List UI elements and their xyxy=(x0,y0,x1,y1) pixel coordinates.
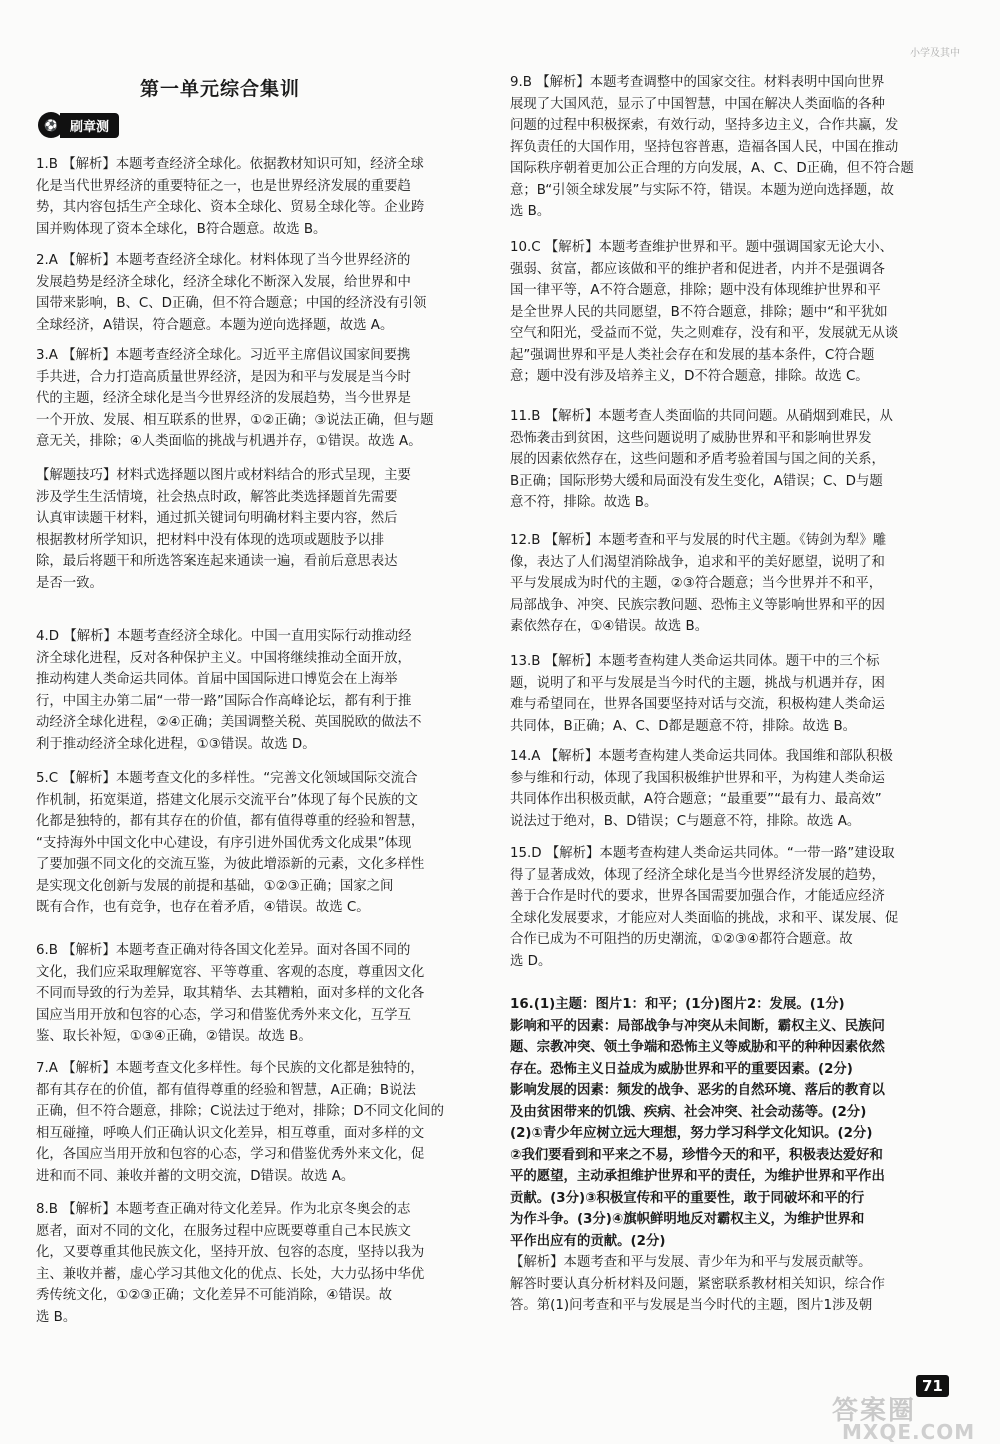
answer-line: 选 B。 xyxy=(36,1309,77,1325)
answer-block xyxy=(510,746,893,832)
watermark-url: MXQE.COM xyxy=(842,1420,976,1444)
answer-line: 答。第(1)问考查和平与发展是当今时代的主题，图片1涉及朝 xyxy=(510,1298,873,1313)
answer-line: 像，表达了人们渴望消除战争，追求和平的美好愿望，说明了和 xyxy=(510,554,885,570)
answer-line: 国际秩序朝着更加公正合理的方向发展，A、C、D正确，但不符合题 xyxy=(510,161,914,176)
answer-line: 6.B 【解析】本题考查正确对待各国文化差异。面对各国不同的 xyxy=(36,943,411,958)
answer-line: 代的主题，经济全球化是当今世界经济的发展趋势，当今世界是 xyxy=(36,391,411,406)
answer-line: 7.A 【解析】本题考查文化多样性。每个民族的文化都是独特的， xyxy=(36,1061,424,1076)
answer-block xyxy=(36,465,411,594)
answer-line: 进和而不同、兼收并蓄的文明交流，D错误。故选 A。 xyxy=(36,1168,355,1184)
answer-line: 1.B 【解析】本题考查经济全球化。依据教材知识可知，经济全球 xyxy=(36,157,424,172)
page-title: 第一单元综合集训 xyxy=(140,78,301,100)
answer-block xyxy=(36,1058,444,1187)
answer-line: 既有合作，也有竞争，也存在着矛盾，④错误。故选 C。 xyxy=(36,900,370,915)
answer-line: 是全世界人民的共同愿望，B不符合题意，排除；题中“和平犹如 xyxy=(510,304,888,320)
answer-line: 愿者，面对不同的文化，在服务过程中应既要尊重自己本民族文 xyxy=(36,1223,411,1239)
answer-line: 善于合作是时代的要求，世界各国需要加强合作，才能适应经济 xyxy=(510,889,885,904)
answer-line: 涉及学生生活情境，社会热点时政，解答此类选择题首先需要 xyxy=(36,489,398,505)
answer-line: 发展趋势是经济全球化，经济全球化不断深入发展，给世界和中 xyxy=(36,274,411,290)
answer-line: 问题的过程中积极探索，有效行动，坚持多边主义，合作共赢，发 xyxy=(510,118,899,133)
answer-line: 11.B 【解析】本题考查人类面临的共同问题。从硝烟到难民，从 xyxy=(510,409,893,424)
answer-line: 14.A 【解析】本题考查构建人类命运共同体。我国维和部队积极 xyxy=(510,749,893,764)
answer-line: ②我们要看到和平来之不易，珍惜今天的和平，积极表达爱好和 xyxy=(510,1147,883,1163)
answer-line: 不同而导致的行为差异，取其精华、去其糟粕，面对多样的文化各 xyxy=(36,986,425,1001)
answer-line: 了要加强不同文化的交流互鉴，为彼此增添新的元素，文化多样性 xyxy=(36,857,425,872)
answer-line: 4.D 【解析】本题考查经济全球化。中国一直用实际行动推动经 xyxy=(36,629,412,644)
answer-line: 10.C 【解析】本题考查维护世界和平。题中强调国家无论大小、 xyxy=(510,240,894,255)
answer-line: 选 B。 xyxy=(510,204,551,219)
answer-line: 【解析】本题考查和平与发展、青少年为和平与发展贡献等。 xyxy=(510,1255,872,1270)
answer-block xyxy=(510,651,885,737)
answer-line: 化是当代世界经济的重要特征之一，也是世界经济发展的重要趋 xyxy=(36,178,411,194)
answer-block xyxy=(36,768,424,919)
answer-line: 为作斗争。(3分)④旗帜鲜明地反对霸权主义，为维护世界和 xyxy=(510,1212,865,1227)
watermark-logo: 答案圈 xyxy=(832,1396,917,1426)
answer-block xyxy=(36,1199,424,1328)
answer-line: 一个开放、发展、相互联系的世界，①②正确；③说法正确，但与题 xyxy=(36,412,434,428)
answer-line: 16.(1)主题：图片1：和平；(1分)图片2：发展。(1分) xyxy=(510,997,845,1012)
answer-line: 行，中国主办第二届“一带一路”国际合作高峰论坛，都有利于推 xyxy=(36,693,412,709)
answer-line: 化，又要尊重其他民族文化，坚持开放、包容的态度，坚持以我为 xyxy=(36,1245,425,1260)
answer-line: 相互碰撞，呼唤人们正确认识文化差异，相互尊重，面对多样的文 xyxy=(36,1125,425,1141)
answer-line: 存在。恐怖主义日益成为威胁世界和平的重要因素。(2分) xyxy=(510,1061,853,1077)
answer-line: 展现了大国风范，显示了中国智慧，中国在解决人类面临的各种 xyxy=(510,96,885,112)
answer-line: 题，说明了和平与发展是当今时代的主题，挑战与机遇并存，困 xyxy=(510,675,885,691)
answer-line: 平与发展成为时代的主题，②③符合题意；当今世界并不和平， xyxy=(510,576,883,591)
answer-line: 展的因素依然存在，这些问题和矛盾考验着国与国之间的关系， xyxy=(510,452,885,467)
answer-line: 空气和阳光，受益而不觉，失之则难存，没有和平，发展就无从谈 xyxy=(510,326,899,341)
answer-line: 9.B 【解析】本题考查调整中的国家交往。材料表明中国向世界 xyxy=(510,75,885,90)
answer-line: 影响和平的因素：局部战争与冲突从未间断，霸权主义、民族问 xyxy=(510,1018,885,1034)
answer-line: 认真审读题干材料，通过抓关键词句明确材料主要内容，然后 xyxy=(36,511,398,526)
answer-line: 解答时要认真分析材料及问题，紧密联系教材相关知识，综合作 xyxy=(510,1276,885,1292)
answer-line: 鉴、取长补短，①③④正确，②错误。故选 B。 xyxy=(36,1029,312,1044)
answer-line: 说法过于绝对，B、D错误；C与题意不符，排除。故选 A。 xyxy=(510,813,861,829)
answer-line: 局部战争、冲突、民族宗教问题、恐怖主义等影响世界和平的因 xyxy=(510,597,885,613)
answer-line: 国应当用开放和包容的心态，学习和借鉴优秀外来文化，互学互 xyxy=(36,1007,411,1023)
answer-line: 选 D。 xyxy=(510,953,552,969)
answer-block xyxy=(510,72,914,223)
answer-line: 国一律平等，A不符合题意，排除；题中没有体现维护世界和平 xyxy=(510,283,881,298)
answer-line: 意；B“引领全球发展”与实际不符，错误。本题为逆向选择题，故 xyxy=(510,182,894,198)
answer-line: 共同体作出积极贡献，A符合题意；“最重要”“最有力、最高效” xyxy=(510,792,882,807)
answer-line: 意无关，排除；④人类面临的挑战与机遇并存，①错误。故选 A。 xyxy=(36,434,422,449)
answer-line: 5.C 【解析】本题考查文化的多样性。“完善文化领域国际交流合 xyxy=(36,771,418,786)
section-badge xyxy=(38,112,119,138)
answer-line: 素依然存在，①④错误。故选 B。 xyxy=(510,619,709,634)
answer-line: 平作出应有的贡献。(2分) xyxy=(510,1233,666,1249)
answer-line: 参与维和行动，体现了我国积极维护世界和平，为构建人类命运 xyxy=(510,770,885,786)
answer-block xyxy=(510,843,898,972)
answer-line: 主、兼收并蓄，虚心学习其他文化的优点、长处，大力弘扬中华优 xyxy=(36,1266,425,1282)
answer-line: 及由贫困带来的饥饿、疾病、社会冲突、社会动荡等。(2分) xyxy=(510,1104,867,1120)
answer-line: 利于推动经济全球化进程，①③错误。故选 D。 xyxy=(36,736,316,752)
page-header: 小学及其中 xyxy=(910,48,960,59)
answer-line: 平的愿望，主动承担维护世界和平的责任，为维护世界和平作出 xyxy=(510,1169,885,1184)
answer-block-16 xyxy=(510,994,885,1317)
answer-line: 秀传统文化，①②③正确；文化差异不可能消除，④错误。故 xyxy=(36,1288,393,1303)
answer-line: 是否一致。 xyxy=(36,575,103,591)
section-badge-label: 刷章测 xyxy=(60,113,119,138)
answer-line: 国并购体现了资本全球化，B符合题意。故选 B。 xyxy=(36,221,327,237)
answer-line: 文化，我们应采取理解宽容、平等尊重、客观的态度，尊重因文化 xyxy=(36,964,425,980)
answer-block xyxy=(36,250,426,336)
page-number: 71 xyxy=(916,1375,949,1397)
answer-line: 2.A 【解析】本题考查经济全球化。材料体现了当今世界经济的 xyxy=(36,253,411,268)
answer-line: 15.D 【解析】本题考查构建人类命运共同体。“一带一路”建设取 xyxy=(510,846,895,861)
answer-line: 全球经济，A错误，符合题意。本题为逆向选择题，故选 A。 xyxy=(36,317,394,333)
answer-line: 国带来影响，B、C、D正确，但不符合题意；中国的经济没有引领 xyxy=(36,296,427,311)
answer-block xyxy=(36,940,424,1048)
answer-line: 动经济全球化进程，②④正确；美国调整关税、英国脱欧的做法不 xyxy=(36,715,422,730)
answer-line: 势，其内容包括生产全球化、资本全球化、贸易全球化等。企业跨 xyxy=(36,200,425,215)
answer-block xyxy=(510,237,898,388)
answer-line: 共同体，B正确；A、C、D都是题意不符，排除。故选 B。 xyxy=(510,718,857,734)
answer-line: 推动构建人类命运共同体。首届中国国际进口博览会在上海举 xyxy=(36,672,398,687)
answer-block xyxy=(36,154,424,240)
answer-line: 合作已成为不可阻挡的历史潮流，①②③④都符合题意。故 xyxy=(510,932,853,947)
answer-line: 意；题中没有涉及培养主义，D不符合题意，排除。故选 C。 xyxy=(510,369,869,384)
answer-line: 3.A 【解析】本题考查经济全球化。习近平主席倡议国家间要携 xyxy=(36,348,411,363)
answer-line: “支持海外中国文化中心建设，有序引进外国优秀文化成果”体现 xyxy=(36,835,412,851)
answer-line: 都有其存在的价值，都有值得尊重的经验和智慧，A正确；B说法 xyxy=(36,1082,416,1098)
answer-line: 正确，但不符合题意，排除；C说法过于绝对，排除；D不同文化间的 xyxy=(36,1104,444,1119)
answer-line: 全球化发展要求，才能应对人类面临的挑战，求和平、谋发展、促 xyxy=(510,910,899,926)
answer-line: 得了显著成效，体现了经济全球化是当今世界经济发展的趋势， xyxy=(510,867,885,883)
answer-line: 13.B 【解析】本题考查构建人类命运共同体。题干中的三个标 xyxy=(510,654,880,669)
answer-line: 意不符，排除。故选 B。 xyxy=(510,495,658,510)
answer-line: 起”强调世界和平是人类社会存在和发展的基本条件，C符合题 xyxy=(510,347,875,363)
answer-line: 题、宗教冲突、领土争端和恐怖主义等威胁和平的种种因素依然 xyxy=(510,1040,885,1055)
answer-block xyxy=(36,626,422,755)
answer-line: 挥负责任的大国作用，坚持包容普惠，造福各国人民，中国在推动 xyxy=(510,139,899,155)
answer-line: 难与希望同在，世界各国要坚持对话与交流，积极构建人类命运 xyxy=(510,697,885,712)
answer-line: 强弱、贫富，都应该做和平的维护者和促进者，内并不是强调各 xyxy=(510,261,885,277)
answer-block xyxy=(510,530,886,638)
answer-line: 【解题技巧】材料式选择题以图片或材料结合的形式呈现，主要 xyxy=(36,468,411,483)
answer-line: B正确；国际形势大缓和局面没有发生变化，A错误；C、D与题 xyxy=(510,473,883,489)
answer-line: 12.B 【解析】本题考查和平与发展的时代主题。《铸剑为犁》雕 xyxy=(510,533,887,548)
answer-line: 济全球化进程，反对各种保护主义。中国将继续推动全面开放， xyxy=(36,650,411,666)
answer-line: 化，各国应当用开放和包容的心态，学习和借鉴优秀外来文化，促 xyxy=(36,1147,425,1162)
answer-line: 8.B 【解析】本题考查正确对待文化差异。作为北京冬奥会的志 xyxy=(36,1202,411,1217)
answer-line: 是实现文化创新与发展的前提和基础，①②③正确；国家之间 xyxy=(36,878,394,894)
answer-block xyxy=(36,345,434,453)
answer-line: 作机制，拓宽渠道，搭建文化展示交流平台”体现了每个民族的文 xyxy=(36,792,418,808)
answer-line: 手共进，合力打造高质量世界经济，是因为和平与发展是当今时 xyxy=(36,369,411,385)
answer-line: 贡献。(3分)③积极宣传和平的重要性，敢于同破坏和平的行 xyxy=(510,1190,865,1206)
answer-block xyxy=(510,406,893,514)
answer-line: 影响发展的因素：频发的战争、恶劣的自然环境、落后的教育以 xyxy=(510,1083,885,1098)
answer-line: 除，最后将题干和所选答案连起来通读一遍，看前后意思表达 xyxy=(36,554,398,569)
answer-line: 根据教材所学知识，把材料中没有体现的选项或题肢予以排 xyxy=(36,532,385,548)
answer-line: (2)①青少年应树立远大理想，努力学习科学文化知识。(2分) xyxy=(510,1126,873,1141)
ball-icon: ⚽ xyxy=(38,112,64,138)
answer-line: 化都是独特的，都有其存在的价值，都有值得尊重的经验和智慧， xyxy=(36,814,425,829)
answer-line: 恐怖袭击到贫困，这些问题说明了威胁世界和平和影响世界发 xyxy=(510,430,872,446)
